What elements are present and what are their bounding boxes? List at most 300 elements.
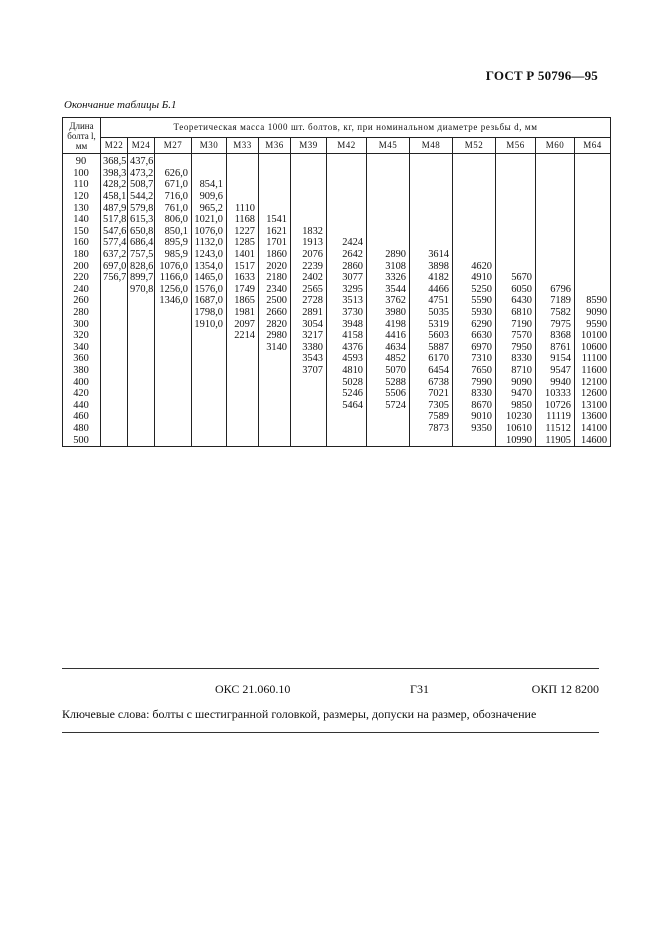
okp-code: ОКП 12 8200 bbox=[531, 682, 599, 696]
table-row bbox=[63, 260, 611, 272]
length-cell: 90 bbox=[63, 154, 101, 168]
mass-cell: 1227 bbox=[227, 226, 259, 238]
mass-cell: 458,1 bbox=[101, 191, 128, 203]
diameter-header-М27: М27 bbox=[155, 138, 192, 154]
mass-cell: 8368 bbox=[536, 330, 575, 342]
mass-cell: 757,5 bbox=[128, 249, 155, 261]
mass-cell: 6630 bbox=[453, 330, 496, 342]
mass-cell bbox=[575, 272, 611, 284]
mass-cell: 11119 bbox=[536, 411, 575, 423]
mass-cell: 368,5 bbox=[101, 154, 128, 168]
mass-cell bbox=[410, 214, 453, 226]
footer-bottom-rule bbox=[62, 732, 599, 733]
mass-cell bbox=[227, 399, 259, 411]
mass-cell: 4634 bbox=[367, 342, 410, 354]
mass-cell: 3513 bbox=[327, 295, 367, 307]
length-cell: 160 bbox=[63, 237, 101, 249]
mass-cell bbox=[575, 284, 611, 296]
mass-cell: 8710 bbox=[496, 365, 536, 377]
diameter-header-М36: М36 bbox=[259, 138, 291, 154]
mass-cell: 5246 bbox=[327, 388, 367, 400]
mass-cell bbox=[192, 168, 227, 180]
mass-cell bbox=[410, 237, 453, 249]
table-row bbox=[63, 423, 611, 435]
mass-cell: 854,1 bbox=[192, 179, 227, 191]
mass-cell bbox=[259, 191, 291, 203]
table-row bbox=[63, 154, 611, 168]
mass-cell: 1621 bbox=[259, 226, 291, 238]
length-cell: 360 bbox=[63, 353, 101, 365]
mass-cell: 7190 bbox=[496, 318, 536, 330]
mass-cell bbox=[128, 307, 155, 319]
mass-cell: 3544 bbox=[367, 284, 410, 296]
diameter-header-М60: М60 bbox=[536, 138, 575, 154]
table-row bbox=[63, 168, 611, 180]
mass-cell bbox=[155, 318, 192, 330]
mass-cell bbox=[227, 179, 259, 191]
mass-cell bbox=[453, 168, 496, 180]
mass-cell: 1285 bbox=[227, 237, 259, 249]
mass-cell: 8670 bbox=[453, 399, 496, 411]
mass-cell bbox=[536, 260, 575, 272]
table-row bbox=[63, 399, 611, 411]
mass-cell: 3295 bbox=[327, 284, 367, 296]
mass-cell: 4852 bbox=[367, 353, 410, 365]
mass-cell: 13100 bbox=[575, 399, 611, 411]
length-cell: 260 bbox=[63, 295, 101, 307]
mass-cell bbox=[575, 154, 611, 168]
diameter-header-М48: М48 bbox=[410, 138, 453, 154]
mass-cell: 9010 bbox=[453, 411, 496, 423]
table-row bbox=[63, 411, 611, 423]
mass-cell: 5288 bbox=[367, 376, 410, 388]
diameter-header-М56: М56 bbox=[496, 138, 536, 154]
length-cell: 100 bbox=[63, 168, 101, 180]
mass-cell: 517,8 bbox=[101, 214, 128, 226]
mass-cell bbox=[327, 168, 367, 180]
mass-cell bbox=[327, 434, 367, 446]
mass-cell bbox=[155, 399, 192, 411]
mass-cell: 2239 bbox=[291, 260, 327, 272]
mass-cell: 671,0 bbox=[155, 179, 192, 191]
mass-cell: 1576,0 bbox=[192, 284, 227, 296]
mass-cell bbox=[101, 365, 128, 377]
mass-cell: 9940 bbox=[536, 376, 575, 388]
mass-cell: 12600 bbox=[575, 388, 611, 400]
mass-cell bbox=[128, 411, 155, 423]
mass-cell bbox=[453, 154, 496, 168]
mass-cell: 650,8 bbox=[128, 226, 155, 238]
mass-cell: 10610 bbox=[496, 423, 536, 435]
mass-cell bbox=[101, 411, 128, 423]
mass-cell bbox=[367, 411, 410, 423]
mass-cell: 697,0 bbox=[101, 260, 128, 272]
mass-cell: 3948 bbox=[327, 318, 367, 330]
mass-cell: 626,0 bbox=[155, 168, 192, 180]
mass-cell: 5028 bbox=[327, 376, 367, 388]
mass-cell bbox=[367, 179, 410, 191]
mass-cell bbox=[227, 388, 259, 400]
mass-cell: 4182 bbox=[410, 272, 453, 284]
mass-cell bbox=[410, 226, 453, 238]
mass-cell bbox=[367, 423, 410, 435]
mass-cell: 1981 bbox=[227, 307, 259, 319]
length-cell: 460 bbox=[63, 411, 101, 423]
mass-cell: 9850 bbox=[496, 399, 536, 411]
mass-cell bbox=[327, 202, 367, 214]
mass-cell: 2340 bbox=[259, 284, 291, 296]
table-row bbox=[63, 434, 611, 446]
mass-cell bbox=[101, 284, 128, 296]
mass-cell bbox=[227, 342, 259, 354]
mass-cell bbox=[496, 237, 536, 249]
mass-cell bbox=[367, 202, 410, 214]
mass-cell bbox=[410, 191, 453, 203]
diameter-header-М39: М39 bbox=[291, 138, 327, 154]
mass-cell bbox=[259, 376, 291, 388]
table-row bbox=[63, 202, 611, 214]
mass-cell: 11100 bbox=[575, 353, 611, 365]
mass-cell bbox=[453, 179, 496, 191]
standard-number: ГОСТ Р 50796—95 bbox=[485, 68, 598, 83]
mass-cell: 3054 bbox=[291, 318, 327, 330]
mass-cell bbox=[101, 307, 128, 319]
mass-cell: 10230 bbox=[496, 411, 536, 423]
mass-cell bbox=[291, 411, 327, 423]
mass-cell: 4751 bbox=[410, 295, 453, 307]
mass-cell bbox=[536, 168, 575, 180]
mass-cell: 1798,0 bbox=[192, 307, 227, 319]
mass-cell: 1832 bbox=[291, 226, 327, 238]
length-header-line: Длина bbox=[69, 120, 94, 131]
length-cell: 140 bbox=[63, 214, 101, 226]
mass-cell bbox=[453, 249, 496, 261]
mass-cell bbox=[496, 202, 536, 214]
mass-cell: 14600 bbox=[575, 434, 611, 446]
mass-cell bbox=[128, 434, 155, 446]
mass-cell: 909,6 bbox=[192, 191, 227, 203]
mass-cell bbox=[291, 214, 327, 226]
mass-cell bbox=[259, 388, 291, 400]
mass-cell bbox=[410, 202, 453, 214]
table-row bbox=[63, 191, 611, 203]
length-cell: 110 bbox=[63, 179, 101, 191]
mass-cell: 398,3 bbox=[101, 168, 128, 180]
mass-cell bbox=[227, 365, 259, 377]
mass-cell: 3380 bbox=[291, 342, 327, 354]
mass-cell bbox=[410, 168, 453, 180]
theoretical-mass-header: Теоретическая масса 1000 шт. болтов, кг, при номинальном диаметре резьбы d, мм bbox=[101, 118, 611, 138]
length-cell: 280 bbox=[63, 307, 101, 319]
mass-cell bbox=[101, 342, 128, 354]
oks-code: ОКС 21.060.10 bbox=[215, 682, 291, 696]
mass-cell: 7305 bbox=[410, 399, 453, 411]
table-body bbox=[63, 154, 611, 447]
mass-cell bbox=[155, 411, 192, 423]
mass-cell bbox=[291, 168, 327, 180]
length-column-header bbox=[63, 118, 101, 154]
mass-cell bbox=[327, 411, 367, 423]
mass-cell: 5887 bbox=[410, 342, 453, 354]
mass-cell bbox=[192, 388, 227, 400]
mass-cell: 1076,0 bbox=[192, 226, 227, 238]
length-cell: 130 bbox=[63, 202, 101, 214]
mass-cell bbox=[128, 388, 155, 400]
mass-cell: 5250 bbox=[453, 284, 496, 296]
mass-cell bbox=[259, 179, 291, 191]
length-cell: 400 bbox=[63, 376, 101, 388]
mass-cell bbox=[128, 423, 155, 435]
mass-cell: 637,2 bbox=[101, 249, 128, 261]
mass-cell bbox=[291, 202, 327, 214]
mass-cell: 5930 bbox=[453, 307, 496, 319]
group-code: Г31 bbox=[410, 682, 429, 696]
mass-cell: 9547 bbox=[536, 365, 575, 377]
table-row bbox=[63, 388, 611, 400]
mass-cell bbox=[367, 168, 410, 180]
mass-cell: 437,6 bbox=[128, 154, 155, 168]
mass-cell bbox=[291, 399, 327, 411]
mass-cell bbox=[453, 237, 496, 249]
mass-cell: 3980 bbox=[367, 307, 410, 319]
mass-cell bbox=[575, 214, 611, 226]
diameter-header-М33: М33 bbox=[227, 138, 259, 154]
mass-cell: 1021,0 bbox=[192, 214, 227, 226]
mass-cell: 2728 bbox=[291, 295, 327, 307]
mass-cell: 2020 bbox=[259, 260, 291, 272]
mass-cell: 4416 bbox=[367, 330, 410, 342]
mass-cell: 2500 bbox=[259, 295, 291, 307]
mass-cell: 1910,0 bbox=[192, 318, 227, 330]
mass-cell bbox=[291, 154, 327, 168]
mass-cell: 1541 bbox=[259, 214, 291, 226]
mass-cell: 14100 bbox=[575, 423, 611, 435]
mass-cell bbox=[259, 168, 291, 180]
mass-cell bbox=[575, 202, 611, 214]
mass-cell bbox=[291, 388, 327, 400]
mass-cell bbox=[496, 179, 536, 191]
mass-cell bbox=[155, 154, 192, 168]
mass-cell bbox=[536, 191, 575, 203]
mass-cell: 4593 bbox=[327, 353, 367, 365]
mass-cell: 5070 bbox=[367, 365, 410, 377]
mass-cell: 2820 bbox=[259, 318, 291, 330]
mass-cell: 5590 bbox=[453, 295, 496, 307]
mass-cell bbox=[155, 330, 192, 342]
mass-cell: 1166,0 bbox=[155, 272, 192, 284]
mass-cell: 6050 bbox=[496, 284, 536, 296]
mass-cell bbox=[155, 342, 192, 354]
mass-cell bbox=[496, 260, 536, 272]
mass-cell: 3077 bbox=[327, 272, 367, 284]
mass-cell bbox=[227, 168, 259, 180]
length-cell: 180 bbox=[63, 249, 101, 261]
mass-cell bbox=[327, 226, 367, 238]
mass-cell bbox=[410, 179, 453, 191]
mass-cell: 11512 bbox=[536, 423, 575, 435]
table-row bbox=[63, 318, 611, 330]
mass-cell: 761,0 bbox=[155, 202, 192, 214]
mass-cell bbox=[453, 226, 496, 238]
mass-cell bbox=[128, 353, 155, 365]
mass-cell bbox=[575, 168, 611, 180]
mass-cell: 1132,0 bbox=[192, 237, 227, 249]
mass-cell bbox=[128, 318, 155, 330]
mass-cell bbox=[575, 226, 611, 238]
mass-cell: 895,9 bbox=[155, 237, 192, 249]
mass-cell: 1865 bbox=[227, 295, 259, 307]
mass-cell bbox=[101, 376, 128, 388]
mass-cell: 1346,0 bbox=[155, 295, 192, 307]
mass-cell: 985,9 bbox=[155, 249, 192, 261]
mass-cell: 3898 bbox=[410, 260, 453, 272]
mass-cell bbox=[327, 191, 367, 203]
mass-cell bbox=[155, 423, 192, 435]
mass-cell: 1076,0 bbox=[155, 260, 192, 272]
mass-cell: 577,4 bbox=[101, 237, 128, 249]
mass-cell: 7990 bbox=[453, 376, 496, 388]
mass-cell: 4198 bbox=[367, 318, 410, 330]
mass-cell: 3730 bbox=[327, 307, 367, 319]
mass-cell: 3543 bbox=[291, 353, 327, 365]
mass-cell: 1110 bbox=[227, 202, 259, 214]
mass-cell bbox=[192, 330, 227, 342]
mass-cell: 7650 bbox=[453, 365, 496, 377]
mass-cell bbox=[128, 342, 155, 354]
mass-cell: 12100 bbox=[575, 376, 611, 388]
table-row bbox=[63, 237, 611, 249]
mass-cell: 9154 bbox=[536, 353, 575, 365]
mass-cell: 6738 bbox=[410, 376, 453, 388]
mass-cell: 2891 bbox=[291, 307, 327, 319]
mass-cell bbox=[536, 179, 575, 191]
mass-cell bbox=[327, 214, 367, 226]
mass-cell: 1465,0 bbox=[192, 272, 227, 284]
mass-cell bbox=[259, 423, 291, 435]
mass-cell: 428,2 bbox=[101, 179, 128, 191]
length-cell: 320 bbox=[63, 330, 101, 342]
mass-cell bbox=[101, 399, 128, 411]
table-row bbox=[63, 214, 611, 226]
mass-cell: 6170 bbox=[410, 353, 453, 365]
mass-cell: 2860 bbox=[327, 260, 367, 272]
mass-cell: 686,4 bbox=[128, 237, 155, 249]
mass-cell bbox=[192, 342, 227, 354]
mass-cell: 5319 bbox=[410, 318, 453, 330]
mass-cell bbox=[128, 365, 155, 377]
mass-cell bbox=[101, 353, 128, 365]
mass-cell bbox=[291, 423, 327, 435]
mass-cell bbox=[259, 434, 291, 446]
mass-cell: 6454 bbox=[410, 365, 453, 377]
mass-cell: 8761 bbox=[536, 342, 575, 354]
mass-cell bbox=[101, 423, 128, 435]
mass-cell: 1354,0 bbox=[192, 260, 227, 272]
mass-cell: 1701 bbox=[259, 237, 291, 249]
mass-cell: 4376 bbox=[327, 342, 367, 354]
table-row bbox=[63, 376, 611, 388]
mass-cell: 2642 bbox=[327, 249, 367, 261]
mass-cell: 3326 bbox=[367, 272, 410, 284]
mass-cell bbox=[192, 376, 227, 388]
mass-cell bbox=[192, 411, 227, 423]
mass-cell: 1168 bbox=[227, 214, 259, 226]
mass-cell bbox=[410, 434, 453, 446]
mass-cell: 2424 bbox=[327, 237, 367, 249]
mass-cell bbox=[227, 154, 259, 168]
mass-cell: 899,7 bbox=[128, 272, 155, 284]
length-cell: 300 bbox=[63, 318, 101, 330]
mass-cell: 7570 bbox=[496, 330, 536, 342]
length-cell: 240 bbox=[63, 284, 101, 296]
mass-cell bbox=[192, 423, 227, 435]
mass-cell: 4810 bbox=[327, 365, 367, 377]
mass-cell: 3217 bbox=[291, 330, 327, 342]
length-cell: 440 bbox=[63, 399, 101, 411]
mass-cell bbox=[367, 226, 410, 238]
mass-cell: 7950 bbox=[496, 342, 536, 354]
diameter-header-row bbox=[63, 138, 611, 154]
mass-cell bbox=[536, 214, 575, 226]
mass-cell bbox=[327, 179, 367, 191]
mass-cell: 487,9 bbox=[101, 202, 128, 214]
mass-cell: 7589 bbox=[410, 411, 453, 423]
mass-cell bbox=[155, 307, 192, 319]
mass-cell: 7975 bbox=[536, 318, 575, 330]
mass-cell bbox=[327, 154, 367, 168]
mass-cell: 4158 bbox=[327, 330, 367, 342]
mass-cell bbox=[155, 365, 192, 377]
mass-cell: 9090 bbox=[496, 376, 536, 388]
mass-cell bbox=[101, 295, 128, 307]
mass-cell: 828,6 bbox=[128, 260, 155, 272]
mass-cell bbox=[453, 214, 496, 226]
mass-cell: 756,7 bbox=[101, 272, 128, 284]
mass-cell: 4620 bbox=[453, 260, 496, 272]
mass-cell bbox=[536, 249, 575, 261]
mass-cell bbox=[536, 226, 575, 238]
mass-cell bbox=[291, 179, 327, 191]
mass-cell: 10990 bbox=[496, 434, 536, 446]
mass-cell bbox=[453, 202, 496, 214]
mass-cell: 8590 bbox=[575, 295, 611, 307]
mass-cell: 7582 bbox=[536, 307, 575, 319]
mass-cell bbox=[575, 191, 611, 203]
mass-cell: 1633 bbox=[227, 272, 259, 284]
mass-cell bbox=[227, 191, 259, 203]
mass-cell bbox=[536, 272, 575, 284]
length-cell: 340 bbox=[63, 342, 101, 354]
mass-cell: 3108 bbox=[367, 260, 410, 272]
mass-cell: 544,2 bbox=[128, 191, 155, 203]
mass-cell: 9470 bbox=[496, 388, 536, 400]
mass-cell bbox=[291, 376, 327, 388]
diameter-header-М52: М52 bbox=[453, 138, 496, 154]
mass-cell: 6796 bbox=[536, 284, 575, 296]
table-row bbox=[63, 284, 611, 296]
mass-cell: 1517 bbox=[227, 260, 259, 272]
mass-cell bbox=[101, 388, 128, 400]
mass-cell: 10333 bbox=[536, 388, 575, 400]
mass-cell bbox=[192, 353, 227, 365]
table-row bbox=[63, 365, 611, 377]
mass-cell bbox=[453, 434, 496, 446]
mass-cell: 6970 bbox=[453, 342, 496, 354]
mass-cell bbox=[496, 168, 536, 180]
length-cell: 420 bbox=[63, 388, 101, 400]
mass-cell: 7310 bbox=[453, 353, 496, 365]
mass-cell: 8330 bbox=[496, 353, 536, 365]
